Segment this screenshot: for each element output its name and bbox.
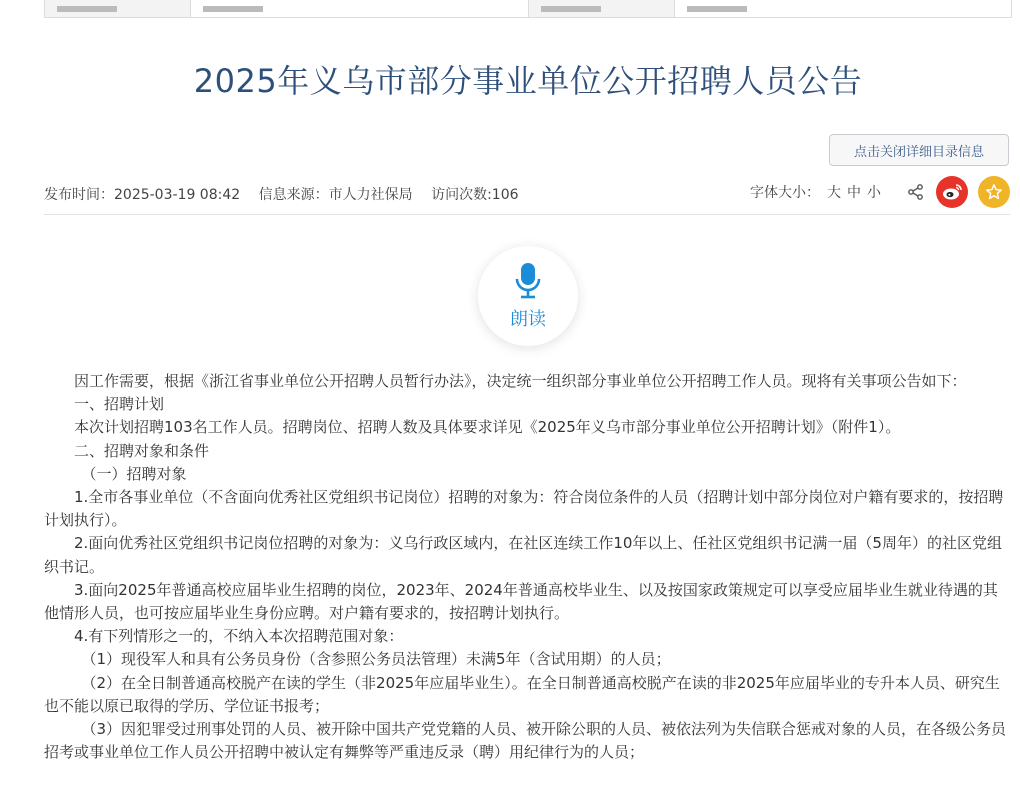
article-meta (44, 184, 533, 204)
article-body (44, 370, 1010, 764)
info-source: 信息来源：市人力社保局 (258, 187, 413, 203)
paragraph: 本次计划招聘103名工作人员。招聘岗位、招聘人数及具体要求详见《2025年义乌市部分事业单位公开招聘计划》（附件1）。 (74, 418, 901, 437)
font-size-medium[interactable]: 中 (847, 185, 861, 201)
list-item: （1）现役军人和具有公务员身份（含参照公务员法管理）未满5年（含试用期）的人员； (81, 650, 671, 669)
microphone-icon (513, 261, 543, 301)
publish-time: 发布时间：2025-03-19 08:42 (44, 187, 241, 203)
meta-value-cell (675, 0, 1011, 17)
meta-label-cell (45, 0, 191, 17)
paragraph: 因工作需要，根据《浙江省事业单位公开招聘人员暂行办法》，决定统一组织部分事业单位公开招聘工作人员。现将有关事项公告如下： (74, 372, 967, 390)
weibo-icon[interactable] (936, 176, 968, 208)
info-bar (44, 176, 1010, 215)
paragraph: 3.面向2025年普通高校应届毕业生招聘的岗位，2023年、2024年普通高校毕业生、以及按国家政策规定可以享受应届毕业生就业待遇的其他情形人员，也可按应届毕业生身份应聘。对户籍有要求的，按招聘计划执行。 (44, 580, 998, 623)
visit-count: 访问次数:106 (431, 187, 519, 203)
share-icon[interactable] (906, 182, 926, 202)
article-tools (750, 176, 1010, 208)
section-heading: 一、招聘计划 (74, 395, 165, 414)
meta-table (44, 0, 1012, 18)
favorite-star-icon[interactable] (978, 176, 1010, 208)
font-size-small[interactable]: 小 (867, 185, 881, 201)
meta-value-cell (191, 0, 529, 17)
paragraph: 4.有下列情形之一的，不纳入本次招聘范围对象： (74, 627, 404, 646)
meta-label-cell (529, 0, 675, 17)
paragraph: 2.面向优秀社区党组织书记岗位招聘的对象为：义乌行政区域内，在社区连续工作10年以上、任社区党组织书记满一届（5周年）的社区党组织书记。 (44, 534, 1002, 576)
subsection-heading: （一）招聘对象 (81, 464, 187, 483)
list-item: （3）因犯罪受过刑事处罚的人员、被开除中国共产党党籍的人员、被开除公职的人员、被依法列为失信联合惩戒对象的人员，在各级公务员招考或事业单位工作人员公开招聘中被认定有舞弊等严重违反录（聘）用纪律行为的人员； (44, 720, 1007, 762)
font-size-label: 字体大小： (750, 185, 820, 201)
paragraph: 1.全市各事业单位（不含面向优秀社区党组织书记岗位）招聘的对象为：符合岗位条件的人员（招聘计划中部分岗位对户籍有要求的，按招聘计划执行）。 (44, 488, 1004, 530)
list-item: （2）在全日制普通高校脱产在读的学生（非2025年应届毕业生）。在全日制普通高校脱产在读的非2025年应届毕业的专升本人员、研究生也不能以原已取得的学历、学位证书报考； (44, 673, 1000, 715)
page-title: 2025年义乌市部分事业单位公开招聘人员公告 (193, 62, 863, 100)
section-heading: 二、招聘对象和条件 (74, 441, 210, 460)
toggle-detail-button[interactable]: 点击关闭详细目录信息 (829, 134, 1009, 166)
read-aloud-label: 朗读 (510, 309, 546, 330)
font-size-large[interactable]: 大 (827, 185, 841, 201)
read-aloud-button[interactable] (478, 246, 578, 346)
